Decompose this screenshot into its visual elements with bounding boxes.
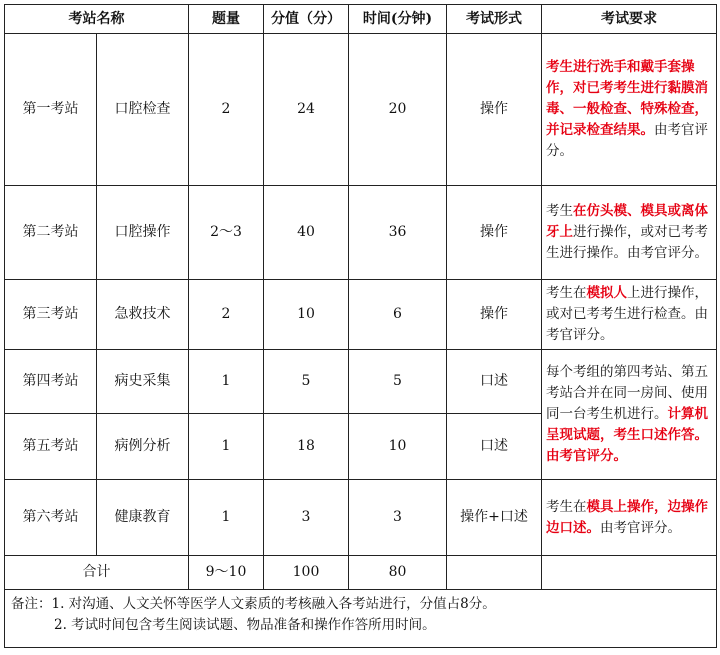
header-time: 时间(分钟) xyxy=(349,5,447,34)
table-row xyxy=(5,350,717,414)
form-cell: 操作 xyxy=(447,34,542,186)
header-row xyxy=(5,5,717,34)
station-cell: 第四考站 xyxy=(5,350,97,414)
requirement-text: 考生在 xyxy=(546,285,587,301)
total-count: 9～10 xyxy=(189,556,264,590)
requirement-text: 考生在 xyxy=(546,498,587,515)
requirement-cell xyxy=(542,350,717,480)
count-cell: 1 xyxy=(189,480,264,556)
time-cell: 10 xyxy=(349,414,447,480)
total-time: 80 xyxy=(349,556,447,590)
form-cell: 口述 xyxy=(447,350,542,414)
notes-row xyxy=(5,590,717,648)
table-row xyxy=(5,480,717,556)
time-cell: 36 xyxy=(349,186,447,280)
header-score: 分值（分） xyxy=(264,5,349,34)
requirement-text: 考生 xyxy=(546,203,573,219)
header-station-name: 考站名称 xyxy=(5,5,189,34)
score-cell: 18 xyxy=(264,414,349,480)
count-cell: 2 xyxy=(189,280,264,350)
station-name-cell: 病例分析 xyxy=(97,414,189,480)
table-row xyxy=(5,280,717,350)
requirement-cell xyxy=(542,480,717,556)
count-cell: 2 xyxy=(189,34,264,186)
score-cell: 40 xyxy=(264,186,349,280)
requirement-text: 由考官评分。 xyxy=(600,519,681,536)
total-requirement-empty xyxy=(542,556,717,590)
header-count: 题量 xyxy=(189,5,264,34)
count-cell: 1 xyxy=(189,414,264,480)
note-line-2: 2. 考试时间包含考生阅读试题、物品准备和操作作答所用时间。 xyxy=(54,617,436,633)
station-name-cell: 口腔操作 xyxy=(97,186,189,280)
station-cell: 第三考站 xyxy=(5,280,97,350)
time-cell: 3 xyxy=(349,480,447,556)
requirement-highlight: 在仿头模、模具或离体牙上 xyxy=(546,203,708,240)
count-cell: 2～3 xyxy=(189,186,264,280)
score-cell: 3 xyxy=(264,480,349,556)
requirement-highlight: 计算机呈现试题，考生口述作答。由考官评分。 xyxy=(546,406,708,464)
notes-cell xyxy=(5,590,717,648)
station-cell: 第二考站 xyxy=(5,186,97,280)
requirement-text: 进行操作，或对已考考生进行操作。由考官评分。 xyxy=(546,224,708,261)
score-cell: 24 xyxy=(264,34,349,186)
total-label: 合计 xyxy=(5,556,189,590)
requirement-text: 上进行操作，或对已考考生进行检查。由考官评分。 xyxy=(546,285,708,343)
requirement-text: 由考官评分。 xyxy=(546,122,708,159)
total-form-empty xyxy=(447,556,542,590)
exam-station-table xyxy=(4,4,717,648)
requirement-highlight: 模拟人 xyxy=(586,285,627,301)
station-name-cell: 健康教育 xyxy=(97,480,189,556)
station-name-cell: 病史采集 xyxy=(97,350,189,414)
total-row xyxy=(5,556,717,590)
form-cell: 操作+口述 xyxy=(447,480,542,556)
time-cell: 6 xyxy=(349,280,447,350)
station-cell: 第一考站 xyxy=(5,34,97,186)
requirement-text: 每个考组的第四考站、第五考站合并在同一房间、使用同一台考生机进行。 xyxy=(546,364,708,422)
header-requirements: 考试要求 xyxy=(542,5,717,34)
requirement-highlight: 考生进行洗手和戴手套操作，对已考考生进行黏膜消毒、一般检查、特殊检查，并记录检查结果。 xyxy=(546,59,708,138)
header-form: 考试形式 xyxy=(447,5,542,34)
requirement-highlight: 模具上操作，边操作边口述。 xyxy=(546,498,708,536)
form-cell: 口述 xyxy=(447,414,542,480)
requirement-cell xyxy=(542,280,717,350)
table-row xyxy=(5,34,717,186)
total-score: 100 xyxy=(264,556,349,590)
time-cell: 20 xyxy=(349,34,447,186)
note-line-1: 备注：1. 对沟通、人文关怀等医学人文素质的考核融入各考站进行，分值占8分。 xyxy=(11,596,496,612)
station-cell: 第五考站 xyxy=(5,414,97,480)
score-cell: 5 xyxy=(264,350,349,414)
form-cell: 操作 xyxy=(447,280,542,350)
table-row xyxy=(5,186,717,280)
requirement-cell xyxy=(542,34,717,186)
form-cell: 操作 xyxy=(447,186,542,280)
exam-table-wrapper xyxy=(4,4,716,647)
requirement-cell xyxy=(542,186,717,280)
count-cell: 1 xyxy=(189,350,264,414)
score-cell: 10 xyxy=(264,280,349,350)
station-name-cell: 急救技术 xyxy=(97,280,189,350)
time-cell: 5 xyxy=(349,350,447,414)
station-name-cell: 口腔检查 xyxy=(97,34,189,186)
station-cell: 第六考站 xyxy=(5,480,97,556)
